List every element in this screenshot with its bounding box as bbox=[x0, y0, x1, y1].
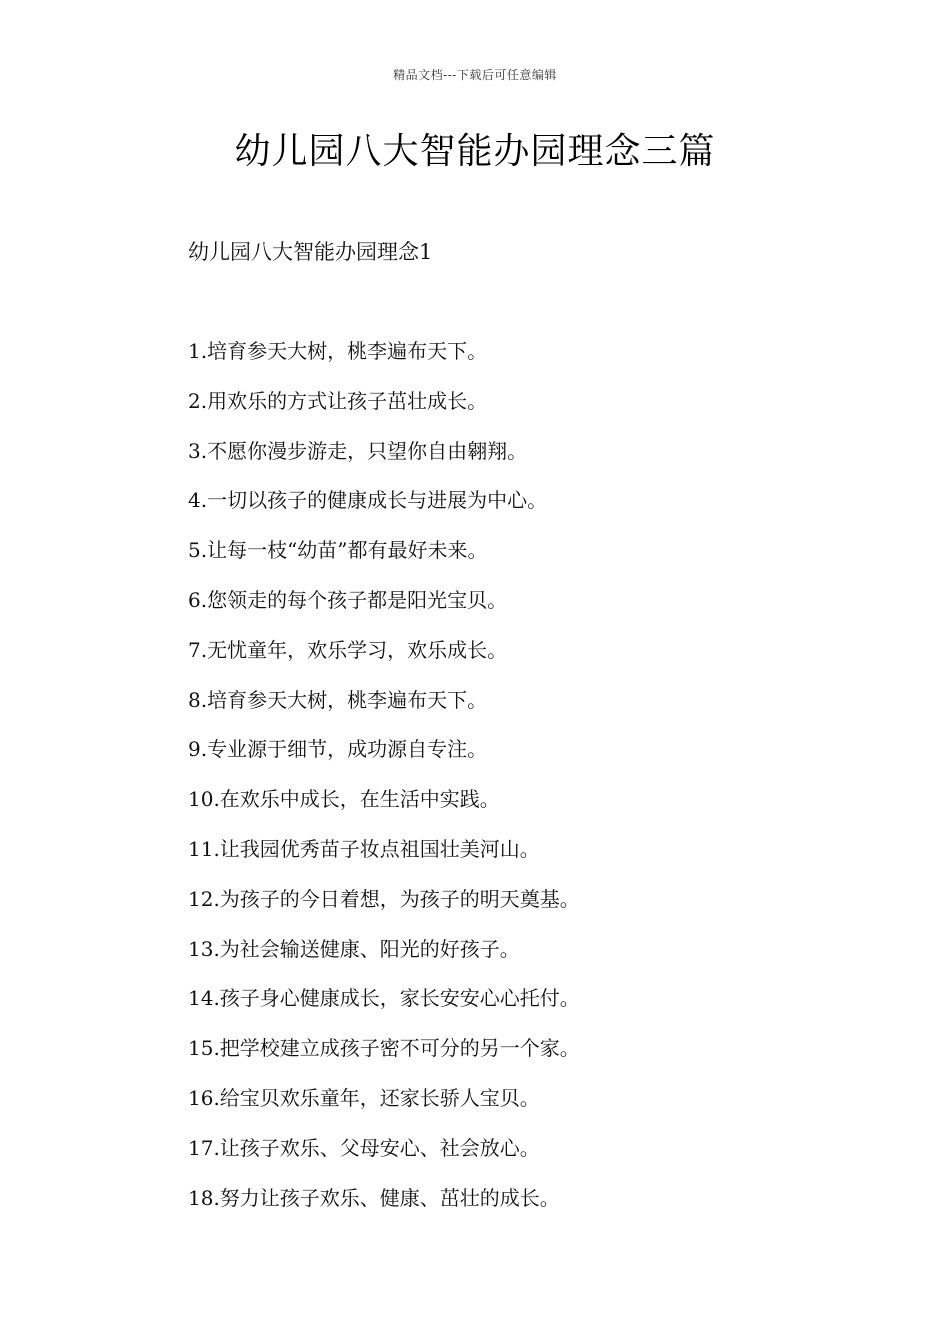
list-item: 13.为社会输送健康、阳光的好孩子。 bbox=[188, 936, 520, 961]
list-item: 10.在欢乐中成长，在生活中实践。 bbox=[188, 787, 500, 812]
list-item: 17.让孩子欢乐、父母安心、社会放心。 bbox=[188, 1135, 540, 1160]
slogan-list bbox=[188, 334, 888, 1230]
list-item: 12.为孩子的今日着想，为孩子的明天奠基。 bbox=[188, 886, 580, 911]
list-item: 8.培育参天大树，桃李遍布天下。 bbox=[188, 687, 488, 712]
list-item: 11.让我园优秀苗子妆点祖国壮美河山。 bbox=[188, 836, 540, 861]
list-item: 9.专业源于细节，成功源自专注。 bbox=[188, 737, 488, 762]
list-item: 2.用欢乐的方式让孩子茁壮成长。 bbox=[188, 388, 488, 413]
list-item: 14.孩子身心健康成长，家长安安心心托付。 bbox=[188, 986, 580, 1011]
list-item: 4.一切以孩子的健康成长与进展为中心。 bbox=[188, 488, 548, 513]
list-item: 5.让每一枝“幼苗”都有最好未来。 bbox=[188, 538, 488, 563]
list-item: 16.给宝贝欢乐童年，还家长骄人宝贝。 bbox=[188, 1085, 540, 1110]
page-header-note: 精品文档---下载后可任意编辑 bbox=[393, 68, 557, 82]
section-heading: 幼儿园八大智能办园理念1 bbox=[188, 240, 433, 264]
list-item: 18.努力让孩子欢乐、健康、茁壮的成长。 bbox=[188, 1185, 560, 1210]
list-item: 3.不愿你漫步游走，只望你自由翱翔。 bbox=[188, 438, 528, 463]
document-title: 幼儿园八大智能办园理念三篇 bbox=[234, 131, 716, 172]
list-item: 7.无忧童年，欢乐学习，欢乐成长。 bbox=[188, 637, 508, 662]
list-item: 1.培育参天大树，桃李遍布天下。 bbox=[188, 339, 488, 363]
list-item: 6.您领走的每个孩子都是阳光宝贝。 bbox=[188, 587, 508, 612]
list-item: 15.把学校建立成孩子密不可分的另一个家。 bbox=[188, 1036, 580, 1061]
